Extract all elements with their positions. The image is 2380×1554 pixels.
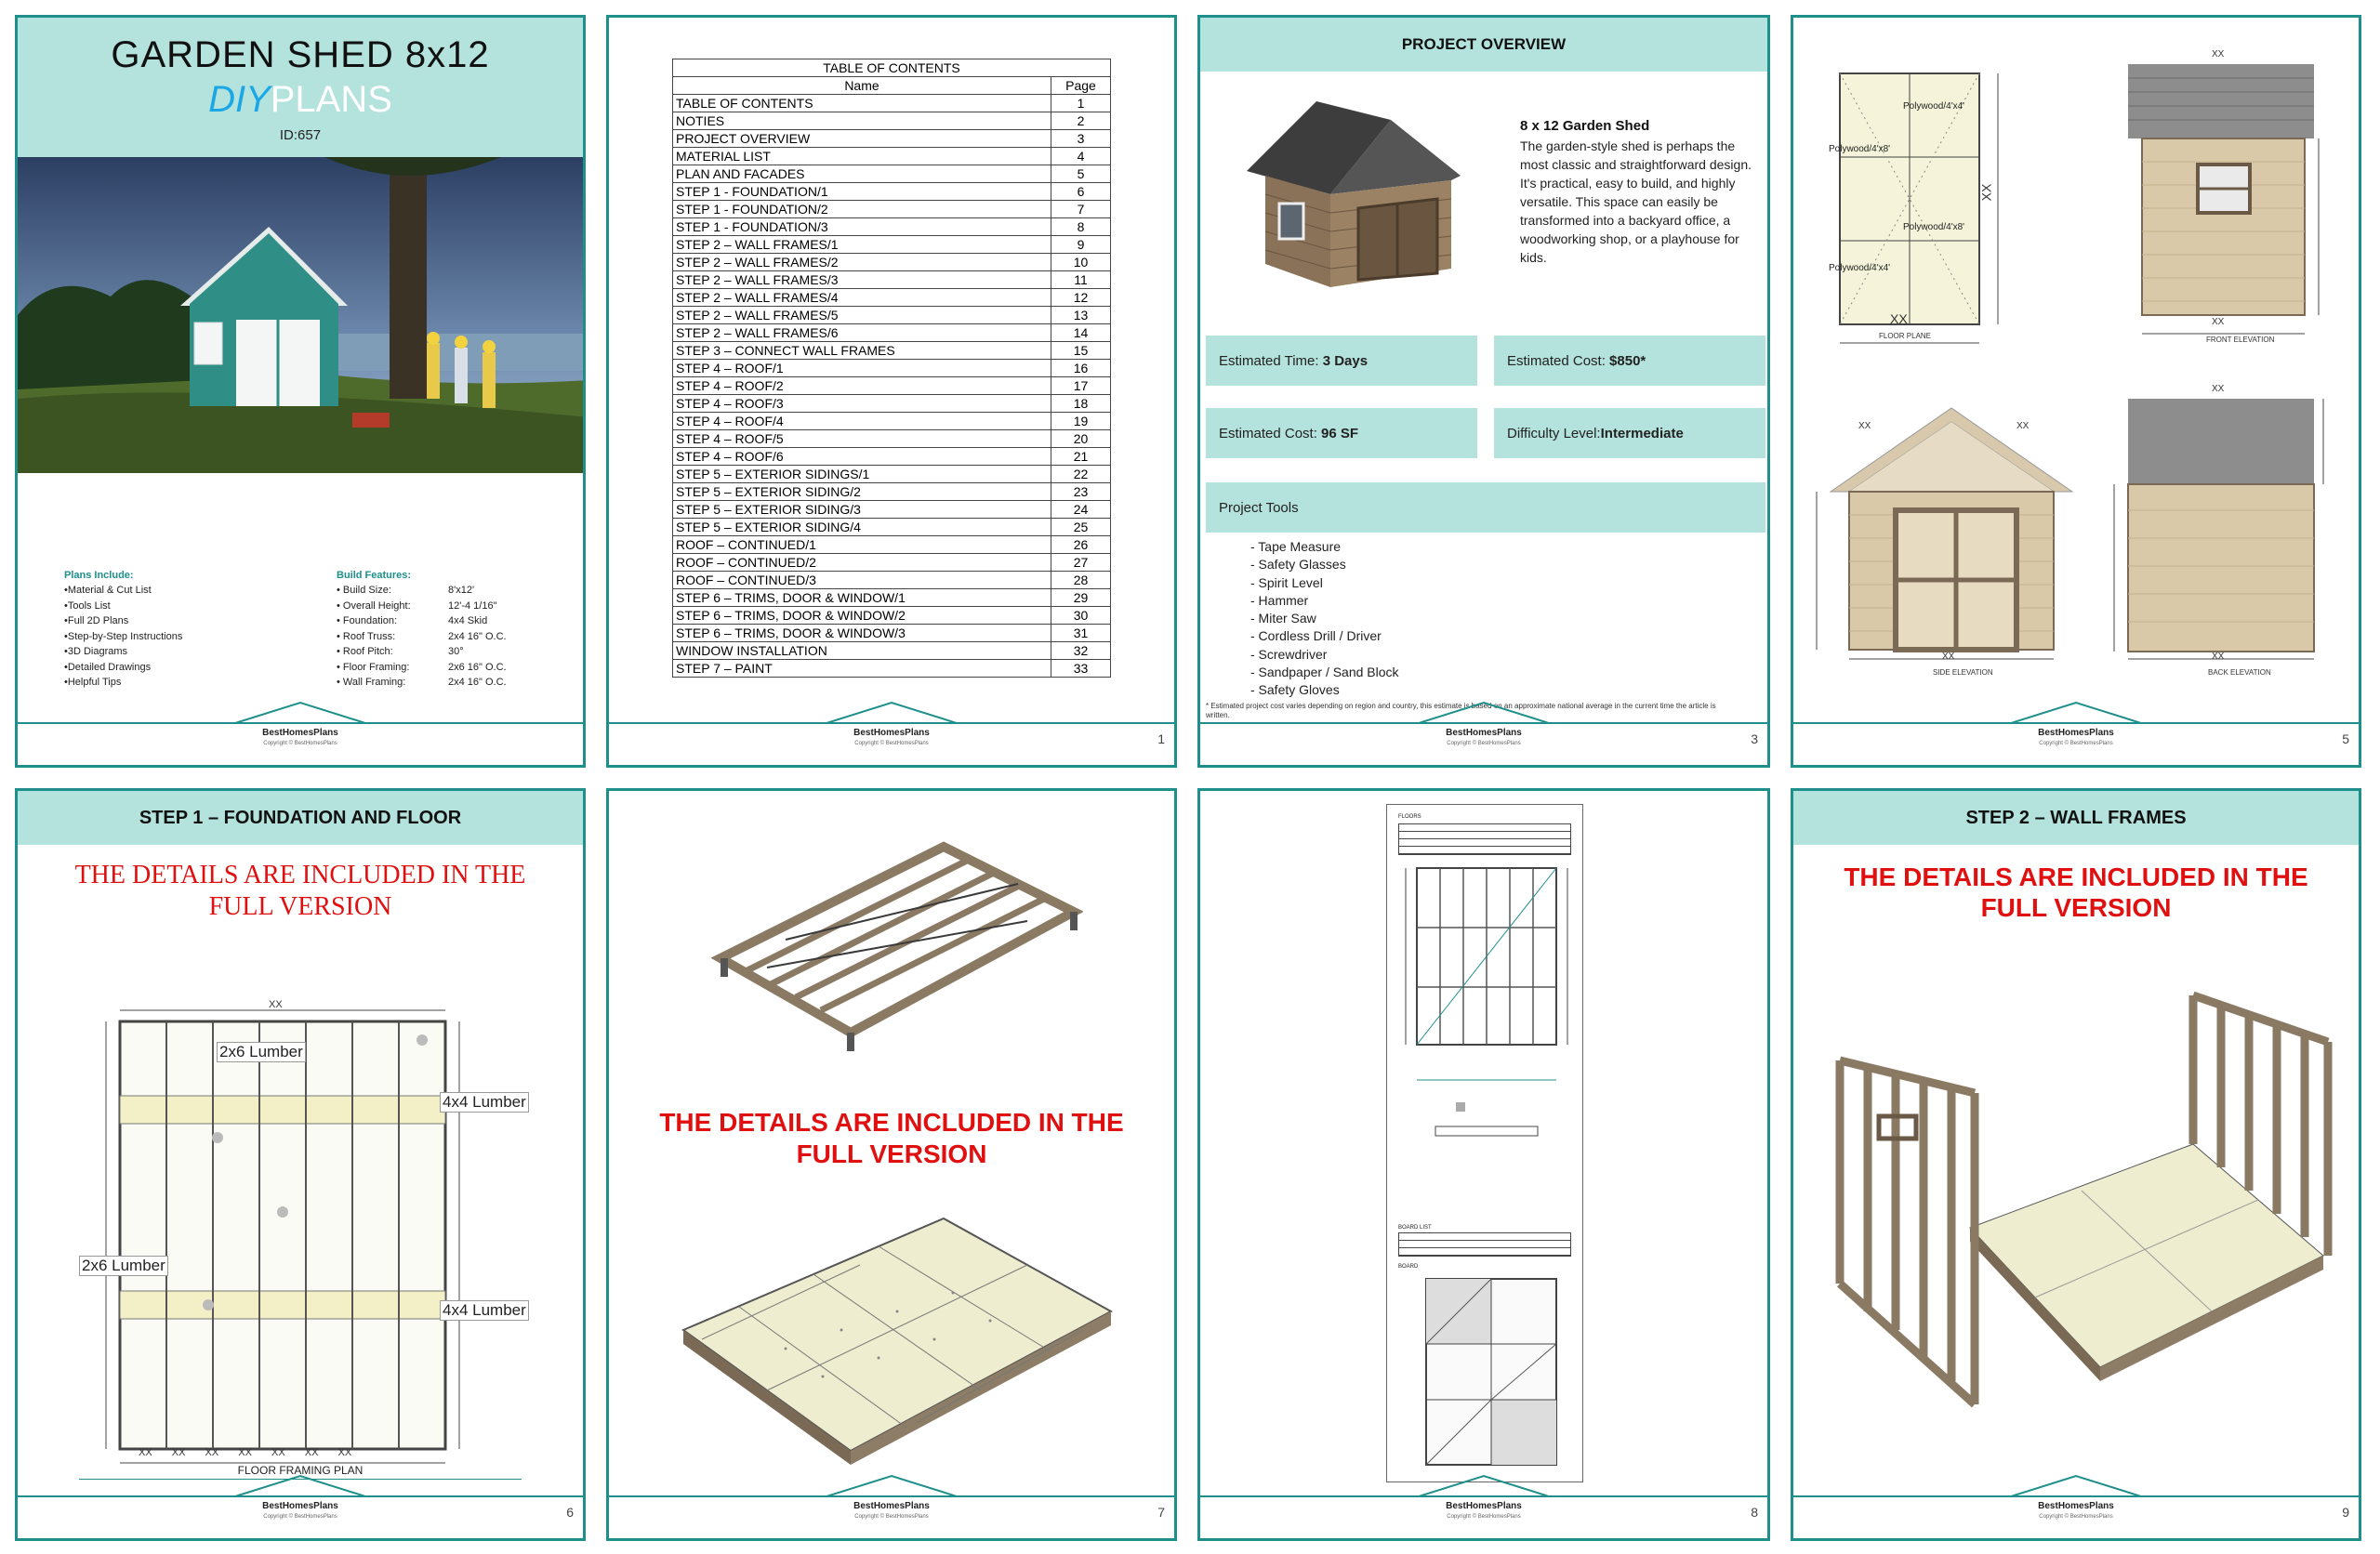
- toc-entry-page: 25: [1051, 519, 1111, 536]
- page-number: 1: [1157, 731, 1165, 746]
- toc-entry-name: STEP 6 – TRIMS, DOOR & WINDOW/1: [673, 589, 1051, 607]
- step2-notice: THE DETAILS ARE INCLUDED IN THE FULL VERSION: [1844, 863, 2308, 922]
- callout-2x6-bottom: 2x6 Lumber: [79, 1256, 168, 1276]
- toc-entry-page: 20: [1051, 430, 1111, 448]
- xx-5: XX: [271, 1447, 285, 1458]
- step1-xx-top: XX: [269, 999, 283, 1010]
- toc-row[interactable]: [673, 324, 1111, 342]
- build-feature-row: [337, 599, 507, 614]
- toc-row[interactable]: [673, 165, 1111, 183]
- toc-row[interactable]: [673, 483, 1111, 501]
- build-feature-value: 8'x12': [448, 585, 475, 596]
- callout-2x6-top: 2x6 Lumber: [217, 1042, 306, 1062]
- toc-row[interactable]: [673, 536, 1111, 554]
- toc-row[interactable]: [673, 501, 1111, 519]
- step2-band: STEP 2 – WALL FRAMES: [1793, 791, 2359, 845]
- toc-row[interactable]: [673, 130, 1111, 148]
- toc-entry-page: 10: [1051, 254, 1111, 271]
- xx-3: XX: [205, 1447, 219, 1458]
- toc-entry-name: STEP 2 – WALL FRAMES/2: [673, 254, 1051, 271]
- toc-entry-page: 22: [1051, 466, 1111, 483]
- build-feature-value: 4x4 Skid: [448, 615, 488, 626]
- diy-text: DIY: [208, 79, 271, 120]
- ply-label-2: Polywood/4'x8': [1829, 144, 1891, 154]
- tools-heading-box: [1206, 482, 1765, 533]
- build-feature-row: [337, 660, 507, 676]
- toc-row[interactable]: [673, 183, 1111, 201]
- side-xx-left: XX: [1858, 421, 1871, 431]
- footer-brand: BestHomesPlans: [1446, 728, 1522, 738]
- build-feature-label: • Floor Framing:: [337, 661, 410, 673]
- toc-row[interactable]: [673, 607, 1111, 625]
- toc-entry-name: STEP 2 – WALL FRAMES/3: [673, 271, 1051, 289]
- difficulty-value: Intermediate: [1600, 425, 1684, 441]
- build-feature-label: • Roof Truss:: [337, 630, 396, 642]
- toc-row[interactable]: [673, 589, 1111, 607]
- toc-entry-page: 16: [1051, 360, 1111, 377]
- tool-item: - Hammer: [1250, 592, 1309, 608]
- footer-brand: BestHomesPlans: [853, 728, 930, 738]
- tool-item: - Tape Measure: [1250, 539, 1342, 554]
- plans-include-item: •Tools List: [64, 599, 111, 612]
- toc-entry-page: 27: [1051, 554, 1111, 572]
- toc-row[interactable]: [673, 448, 1111, 466]
- toc-row[interactable]: [673, 218, 1111, 236]
- time-value: 3 Days: [1322, 352, 1368, 369]
- toc-row[interactable]: [673, 413, 1111, 430]
- build-feature-value: 2x6 16" O.C.: [448, 661, 507, 673]
- ply-label-3: Polywood/4'x8': [1903, 222, 1965, 232]
- floor-xx-horizontal: XX: [1890, 311, 1908, 326]
- ply-label-1: Polywood/4'x4': [1903, 101, 1965, 112]
- toc-entry-name: STEP 7 – PAINT: [673, 660, 1051, 678]
- toc-entry-page: 31: [1051, 625, 1111, 642]
- board-list-table: [1398, 1232, 1571, 1257]
- toc-entry-page: 12: [1051, 289, 1111, 307]
- toc-entry-page: 3: [1051, 130, 1111, 148]
- cover-subtitle: [18, 79, 583, 121]
- house-logo-icon: [826, 1473, 957, 1497]
- cover-header: [18, 18, 583, 157]
- toc-entry-name: STEP 6 – TRIMS, DOOR & WINDOW/3: [673, 625, 1051, 642]
- build-feature-row: [337, 675, 507, 691]
- toc-entry-name: STEP 4 – ROOF/6: [673, 448, 1051, 466]
- tool-item: - Sandpaper / Sand Block: [1250, 665, 1399, 680]
- callout-4x4-top: 4x4 Lumber: [440, 1092, 529, 1113]
- xx-6: XX: [304, 1447, 319, 1458]
- tool-item: - Safety Gloves: [1250, 682, 1340, 698]
- toc-entry-name: STEP 2 – WALL FRAMES/6: [673, 324, 1051, 342]
- toc-entry-page: 5: [1051, 165, 1111, 183]
- side-elevation-drawing: [1803, 380, 2100, 678]
- toc-row[interactable]: [673, 148, 1111, 165]
- page-number: 9: [2342, 1505, 2349, 1520]
- build-feature-value: 30°: [448, 646, 464, 657]
- xx-2: XX: [171, 1447, 186, 1458]
- page-footer: [18, 700, 583, 765]
- build-feature-label: • Roof Pitch:: [337, 646, 393, 657]
- floor-grid-drawing: [1398, 863, 1575, 1058]
- toc-row[interactable]: [673, 519, 1111, 536]
- toc-entry-name: STEP 4 – ROOF/5: [673, 430, 1051, 448]
- back-xx-bottom: XX: [2212, 652, 2225, 662]
- toc-entry-name: STEP 3 – CONNECT WALL FRAMES: [673, 342, 1051, 360]
- step1-page: [15, 788, 586, 1541]
- toc-row[interactable]: [673, 625, 1111, 642]
- front-elevation-drawing: [2091, 46, 2323, 352]
- estimated-cost-box: [1494, 336, 1765, 386]
- toc-entry-name: STEP 4 – ROOF/2: [673, 377, 1051, 395]
- toc-entry-page: 17: [1051, 377, 1111, 395]
- build-feature-row: [337, 629, 507, 645]
- toc-entry-page: 14: [1051, 324, 1111, 342]
- toc-row[interactable]: [673, 642, 1111, 660]
- toc-entry-name: STEP 4 – ROOF/4: [673, 413, 1051, 430]
- toc-entry-page: 28: [1051, 572, 1111, 589]
- toc-entry-name: STEP 5 – EXTERIOR SIDINGS/1: [673, 466, 1051, 483]
- house-logo-icon: [235, 1473, 365, 1497]
- cutlist-page: [1197, 788, 1770, 1541]
- cover-id: ID:657: [279, 127, 322, 143]
- tool-item: - Safety Glasses: [1250, 557, 1346, 573]
- toc-entry-page: 9: [1051, 236, 1111, 254]
- overview-heading: 8 x 12 Garden Shed: [1520, 118, 1650, 134]
- toc-entry-page: 7: [1051, 201, 1111, 218]
- overview-note: * Estimated project cost varies depending on region and country, this estimate is based on an approximate national average in the current time the article is written.: [1206, 702, 1716, 719]
- floor-sheathing-3d: [674, 1209, 1120, 1488]
- toc-entry-page: 4: [1051, 148, 1111, 165]
- footer-copyright: Copyright © BestHomesPlans: [263, 1514, 337, 1520]
- footer-brand: BestHomesPlans: [853, 1501, 930, 1511]
- page-footer: [609, 700, 1174, 765]
- toc-entry-page: 21: [1051, 448, 1111, 466]
- toc-row[interactable]: [673, 554, 1111, 572]
- house-logo-icon: [1419, 1473, 1549, 1497]
- toc-row[interactable]: [673, 254, 1111, 271]
- estimated-area-box: [1206, 408, 1477, 458]
- toc-entry-name: ROOF – CONTINUED/3: [673, 572, 1051, 589]
- floor-framing-drawing: [101, 1003, 473, 1477]
- plans-include-list: [64, 583, 182, 691]
- footer-copyright: Copyright © BestHomesPlans: [263, 741, 337, 746]
- toc-row[interactable]: [673, 201, 1111, 218]
- toc-row[interactable]: [673, 395, 1111, 413]
- toc-row[interactable]: [673, 660, 1111, 678]
- build-feature-label: • Foundation:: [337, 615, 398, 626]
- step1-xx-bottom: [139, 1447, 351, 1458]
- cover-page: [15, 15, 586, 768]
- floor-frame-3d: [711, 828, 1083, 1070]
- toc-entry-page: 33: [1051, 660, 1111, 678]
- xx-4: XX: [238, 1447, 252, 1458]
- toc-entry-name: STEP 4 – ROOF/1: [673, 360, 1051, 377]
- step1-band: STEP 1 – FOUNDATION AND FLOOR: [18, 791, 583, 845]
- build-feature-value: 2x4 16" O.C.: [448, 630, 507, 642]
- footer-copyright: Copyright © BestHomesPlans: [2039, 741, 2113, 746]
- footer-brand: BestHomesPlans: [2038, 1501, 2114, 1511]
- back-elevation-drawing: [2100, 380, 2342, 678]
- house-logo-icon: [2011, 1473, 2141, 1497]
- toc-entry-name: STEP 2 – WALL FRAMES/4: [673, 289, 1051, 307]
- toc-entry-name: STEP 1 - FOUNDATION/1: [673, 183, 1051, 201]
- tool-item: - Miter Saw: [1250, 611, 1316, 626]
- toc-entry-page: 32: [1051, 642, 1111, 660]
- stud-detail-drawing: [1398, 1074, 1575, 1149]
- estimated-time-box: [1206, 336, 1477, 386]
- floor-plane-label: FLOOR PLANE: [1879, 332, 1932, 340]
- floor-framing-label: FLOOR FRAMING PLAN: [237, 1464, 364, 1477]
- plans-include-item: •Full 2D Plans: [64, 615, 129, 626]
- toc-entry-name: STEP 5 – EXTERIOR SIDING/3: [673, 501, 1051, 519]
- board-list-heading: BOARD LIST: [1398, 1225, 1432, 1231]
- toc-entry-name: MATERIAL LIST: [673, 148, 1051, 165]
- build-feature-label: • Overall Height:: [337, 599, 411, 612]
- page-number: 3: [1751, 731, 1758, 746]
- front-xx-bottom: XX: [2212, 317, 2225, 327]
- board-layout-drawing: [1398, 1271, 1575, 1476]
- house-logo-icon: [235, 700, 365, 724]
- foundation-3d-page: [606, 788, 1177, 1541]
- build-feature-label: • Wall Framing:: [337, 677, 406, 688]
- toc-entry-page: 11: [1051, 271, 1111, 289]
- build-feature-row: [337, 583, 507, 599]
- toc-entry-page: 2: [1051, 112, 1111, 130]
- house-logo-icon: [826, 700, 957, 724]
- back-elevation-label: BACK ELEVATION: [2208, 668, 2271, 677]
- toc-entry-page: 15: [1051, 342, 1111, 360]
- toc-entry-name: STEP 2 – WALL FRAMES/1: [673, 236, 1051, 254]
- side-xx-right: XX: [2016, 421, 2030, 431]
- toc-entry-page: 26: [1051, 536, 1111, 554]
- xx-7: XX: [337, 1447, 352, 1458]
- tool-item: - Cordless Drill / Driver: [1250, 628, 1382, 644]
- xx-1: XX: [139, 1447, 152, 1458]
- cost-value: $850*: [1609, 352, 1646, 369]
- front-elevation-label: FRONT ELEVATION: [2206, 336, 2275, 344]
- floors-table: [1398, 823, 1571, 855]
- page-number: 8: [1751, 1505, 1758, 1520]
- overview-band: PROJECT OVERVIEW: [1200, 18, 1767, 72]
- toc-row[interactable]: [673, 377, 1111, 395]
- toc-entry-page: 18: [1051, 395, 1111, 413]
- floor-xx-vertical: XX: [1978, 183, 1994, 202]
- footer-copyright: Copyright © BestHomesPlans: [854, 1514, 929, 1520]
- house-logo-icon: [2011, 700, 2141, 724]
- toc-row[interactable]: [673, 466, 1111, 483]
- plans-include-item: •Helpful Tips: [64, 677, 122, 688]
- toc-entry-name: WINDOW INSTALLATION: [673, 642, 1051, 660]
- side-xx-bottom: XX: [1942, 652, 1955, 662]
- callout-4x4-bottom: 4x4 Lumber: [440, 1300, 529, 1321]
- toc-entry-name: ROOF – CONTINUED/2: [673, 554, 1051, 572]
- build-feature-row: [337, 644, 507, 660]
- build-feature-value: 12'-4 1/16": [448, 599, 497, 612]
- build-features-list: [337, 583, 507, 691]
- plans-include-item: •Material & Cut List: [64, 585, 152, 596]
- plans-include-item: •Detailed Drawings: [64, 661, 152, 673]
- footer-brand: BestHomesPlans: [2038, 728, 2114, 738]
- toc-entry-page: 23: [1051, 483, 1111, 501]
- tools-heading: Project Tools: [1219, 499, 1299, 516]
- cover-photo: [18, 157, 583, 473]
- toc-entry-name: TABLE OF CONTENTS: [673, 95, 1051, 112]
- ply-label-4: Polywood/4'x4': [1829, 263, 1891, 273]
- footer-copyright: Copyright © BestHomesPlans: [2039, 1514, 2113, 1520]
- floors-heading: FLOORS: [1398, 814, 1421, 820]
- build-feature-label: • Build Size:: [337, 585, 391, 596]
- tool-item: - Screwdriver: [1250, 646, 1328, 662]
- page-footer: [1793, 700, 2359, 765]
- side-elevation-label: SIDE ELEVATION: [1933, 668, 1993, 677]
- toc-entry-name: STEP 2 – WALL FRAMES/5: [673, 307, 1051, 324]
- toc-entry-page: 13: [1051, 307, 1111, 324]
- page-footer: [609, 1473, 1174, 1538]
- toc-row[interactable]: [673, 430, 1111, 448]
- step2-page: [1791, 788, 2361, 1541]
- toc-entry-page: 19: [1051, 413, 1111, 430]
- toc-entry-page: 29: [1051, 589, 1111, 607]
- house-logo-icon: [1419, 700, 1549, 724]
- cost-label: Estimated Cost:: [1507, 352, 1606, 369]
- toc-entry-name: STEP 1 - FOUNDATION/2: [673, 201, 1051, 218]
- toc-entry-name: PROJECT OVERVIEW: [673, 130, 1051, 148]
- cover-title: GARDEN SHED 8x12: [111, 34, 490, 75]
- build-feature-value: 2x4 16" O.C.: [448, 677, 507, 688]
- toc-entry-name: ROOF – CONTINUED/1: [673, 536, 1051, 554]
- toc-title: TABLE OF CONTENTS: [673, 59, 1111, 77]
- toc-page: [606, 15, 1177, 768]
- toc-row[interactable]: [673, 289, 1111, 307]
- build-features: [337, 568, 507, 691]
- overview-page: [1197, 15, 1770, 768]
- cutlist-sheet: [1386, 804, 1583, 1482]
- difficulty-label: Difficulty Level:: [1507, 425, 1601, 441]
- toc-entry-name: STEP 5 – EXTERIOR SIDING/4: [673, 519, 1051, 536]
- toc-row[interactable]: [673, 271, 1111, 289]
- area-label: Estimated Cost:: [1219, 425, 1317, 441]
- page-number: 6: [566, 1505, 574, 1520]
- plans-text: PLANS: [270, 79, 392, 120]
- footer-brand: BestHomesPlans: [1446, 1501, 1522, 1511]
- toc-entry-name: STEP 5 – EXTERIOR SIDING/2: [673, 483, 1051, 501]
- toc-entry-name: NOTIES: [673, 112, 1051, 130]
- facades-page: [1791, 15, 2361, 768]
- toc-entry-page: 8: [1051, 218, 1111, 236]
- build-features-heading: Build Features:: [337, 570, 412, 581]
- front-xx-top: XX: [2212, 49, 2225, 59]
- footer-brand: BestHomesPlans: [262, 728, 338, 738]
- footer-copyright: Copyright © BestHomesPlans: [1447, 1514, 1521, 1520]
- toc-entry-page: 6: [1051, 183, 1111, 201]
- wall-frames-3d: [1821, 958, 2342, 1497]
- toc-entry-page: 24: [1051, 501, 1111, 519]
- plans-include-heading: Plans Include:: [64, 570, 134, 581]
- toc-table: [672, 59, 1111, 678]
- toc-row[interactable]: [673, 360, 1111, 377]
- floor-plane-drawing: [1812, 46, 2016, 362]
- plans-include-item: •Step-by-Step Instructions: [64, 630, 183, 642]
- toc-row[interactable]: [673, 342, 1111, 360]
- page-footer: [1793, 1473, 2359, 1538]
- build-feature-row: [337, 613, 507, 629]
- toc-entry-name: STEP 6 – TRIMS, DOOR & WINDOW/2: [673, 607, 1051, 625]
- page-number: 5: [2342, 731, 2349, 746]
- toc-row[interactable]: [673, 95, 1111, 112]
- overview-text: The garden-style shed is perhaps the most classic and straightforward design. It's practical, easy to build, and highly versatile. This space can easily be transformed into a backyard office, a woodworking shop, or a playhouse for kids.: [1520, 138, 1752, 265]
- tools-list: [1250, 538, 1399, 700]
- back-xx-top: XX: [2212, 384, 2225, 394]
- toc-row[interactable]: [673, 307, 1111, 324]
- toc-row[interactable]: [673, 236, 1111, 254]
- tool-item: - Spirit Level: [1250, 574, 1323, 590]
- page-footer: [18, 1473, 583, 1538]
- page-footer: [1200, 1473, 1767, 1538]
- page-number: 7: [1157, 1505, 1165, 1520]
- footer-copyright: Copyright © BestHomesPlans: [1447, 741, 1521, 746]
- toc-entry-page: 30: [1051, 607, 1111, 625]
- difficulty-box: [1494, 408, 1765, 458]
- board-heading: BOARD: [1398, 1264, 1419, 1270]
- footer-copyright: Copyright © BestHomesPlans: [854, 741, 929, 746]
- page-footer: [1200, 700, 1767, 765]
- toc-row[interactable]: [673, 112, 1111, 130]
- plans-include-item: •3D Diagrams: [64, 646, 128, 657]
- toc-col-page: Page: [1051, 77, 1111, 95]
- step1-notice: THE DETAILS ARE INCLUDED IN THE FULL VERSION: [74, 861, 526, 921]
- plans-include: [64, 568, 182, 691]
- time-label: Estimated Time:: [1219, 352, 1319, 369]
- toc-row[interactable]: [673, 572, 1111, 589]
- area-value: 96 SF: [1321, 425, 1359, 441]
- footer-brand: BestHomesPlans: [262, 1501, 338, 1511]
- shed-3d-image: [1228, 83, 1479, 306]
- toc-entry-name: STEP 1 - FOUNDATION/3: [673, 218, 1051, 236]
- page7-notice: THE DETAILS ARE INCLUDED IN THE FULL VERSION: [659, 1108, 1124, 1168]
- toc-entry-name: STEP 4 – ROOF/3: [673, 395, 1051, 413]
- toc-entry-name: PLAN AND FACADES: [673, 165, 1051, 183]
- toc-col-name: Name: [673, 77, 1051, 95]
- toc-entry-page: 1: [1051, 95, 1111, 112]
